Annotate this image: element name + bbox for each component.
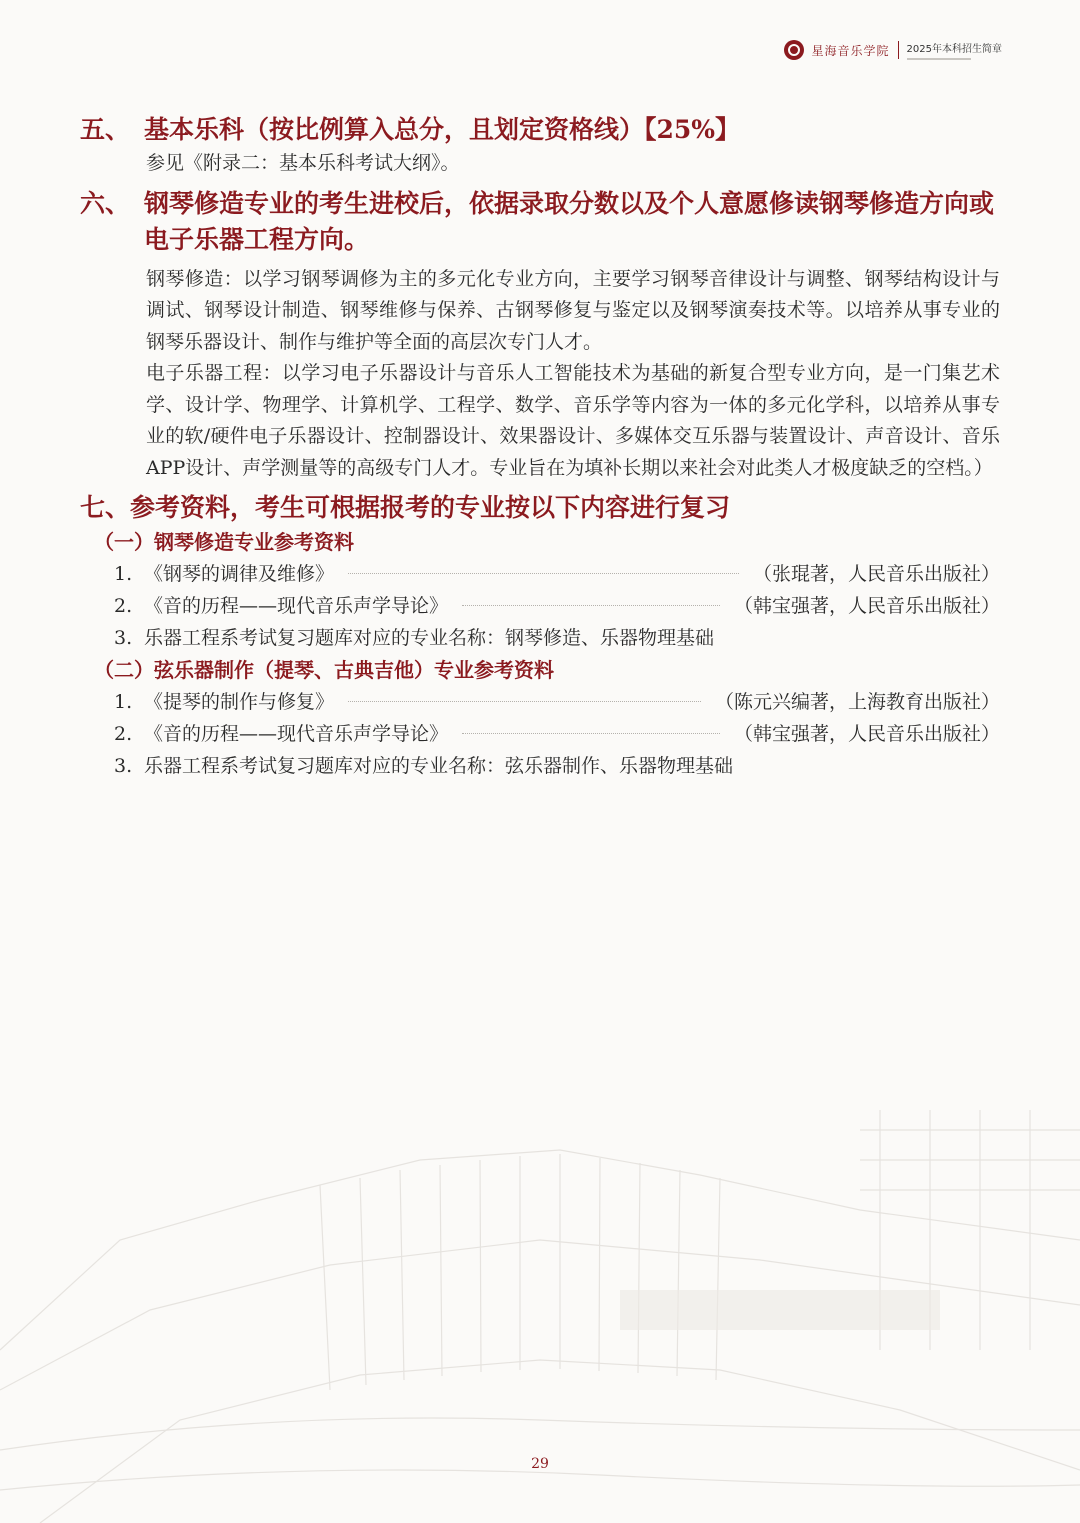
dotted-leader (462, 605, 720, 606)
school-name: 星海音乐学院 (811, 43, 890, 58)
item-index: 1. (114, 563, 133, 585)
guide-title: 2025年本科招生简章 (906, 44, 1002, 55)
section-5-heading (80, 112, 1000, 148)
section-6-paragraph-piano: 钢琴修造：以学习钢琴调修为主的多元化专业方向，主要学习钢琴音律设计与调整、钢琴结构设计与调试、钢琴设计制造、钢琴维修与保养、古钢琴修复与鉴定以及钢琴演奏技术等。以培养从事专业的钢琴乐器设计、制作与维护等全面的高层次专门人才。 (146, 267, 1000, 353)
book-title: 《音的历程——现代音乐声学导论》 (144, 595, 449, 617)
item-text: 乐器工程系考试复习题库对应的专业名称：弦乐器制作、乐器物理基础 (144, 755, 734, 777)
guide-title-rule (907, 58, 971, 60)
dotted-leader (348, 573, 739, 574)
section-6-paragraph-electronic: 电子乐器工程：以学习电子乐器设计与音乐人工智能技术为基础的新复合型专业方向，是一门集艺术学、设计学、物理学、计算机学、工程学、数学、音乐学等内容为一体的多元化学科，以培养从事专业的软/硬件电子乐器设计、控制器设计、效果器设计、多媒体交互乐器与装置设计、声音设计、音乐APP设计、声学测量等的高级专门人才。专业旨在为填补长期以来社会对此类人才极度缺乏的空档。） (146, 362, 1000, 479)
item-index: 2. (114, 595, 133, 617)
subsection-1-title: （一）钢琴修造专业参考资料 (94, 530, 354, 554)
page-number: 29 (531, 1456, 549, 1472)
section-6-heading (80, 186, 1000, 258)
section-5-text: 参见《附录二：基本乐科考试大纲》。 (146, 152, 460, 174)
item-index: 2. (114, 723, 133, 745)
book-title: 《提琴的制作与修复》 (144, 691, 335, 713)
book-title: 《钢琴的调律及维修》 (144, 563, 335, 585)
list-item (80, 590, 1000, 622)
dotted-leader (462, 733, 720, 734)
section-6-number: 六、 (80, 188, 131, 218)
item-index: 3. (114, 755, 133, 777)
subsection-2-title: （二）弦乐器制作（提琴、古典吉他）专业参考资料 (94, 658, 554, 682)
book-source: （张琨著，人民音乐出版社） (752, 563, 1000, 585)
item-index: 1. (114, 691, 133, 713)
item-text: 乐器工程系考试复习题库对应的专业名称：钢琴修造、乐器物理基础 (144, 627, 715, 649)
list-item (80, 686, 1000, 718)
guide-title-block (907, 40, 1002, 60)
section-5-title: 基本乐科（按比例算入总分，且划定资格线）【25%】 (144, 115, 741, 144)
section-7-title: 七、参考资料，考生可根据报考的专业按以下内容进行复习 (80, 493, 731, 522)
school-seal-icon (784, 40, 804, 60)
list-item (80, 718, 1000, 750)
page-header (784, 40, 1002, 60)
main-content (80, 112, 1000, 782)
section-7-heading (80, 490, 1000, 526)
book-source: （陈元兴编著，上海教育出版社） (714, 691, 1000, 713)
list-item (80, 750, 1000, 782)
book-title: 《音的历程——现代音乐声学导论》 (144, 723, 449, 745)
header-divider (898, 41, 899, 59)
section-6-title: 钢琴修造专业的考生进校后，依据录取分数以及个人意愿修读钢琴修造方向或电子乐器工程方向。 (144, 188, 995, 254)
list-item (80, 558, 1000, 590)
section-5-number: 五、 (80, 115, 131, 144)
dotted-leader (348, 701, 701, 702)
item-index: 3. (114, 627, 133, 649)
book-source: （韩宝强著，人民音乐出版社） (733, 723, 1000, 745)
list-item (80, 622, 1000, 654)
book-source: （韩宝强著，人民音乐出版社） (733, 595, 1000, 617)
